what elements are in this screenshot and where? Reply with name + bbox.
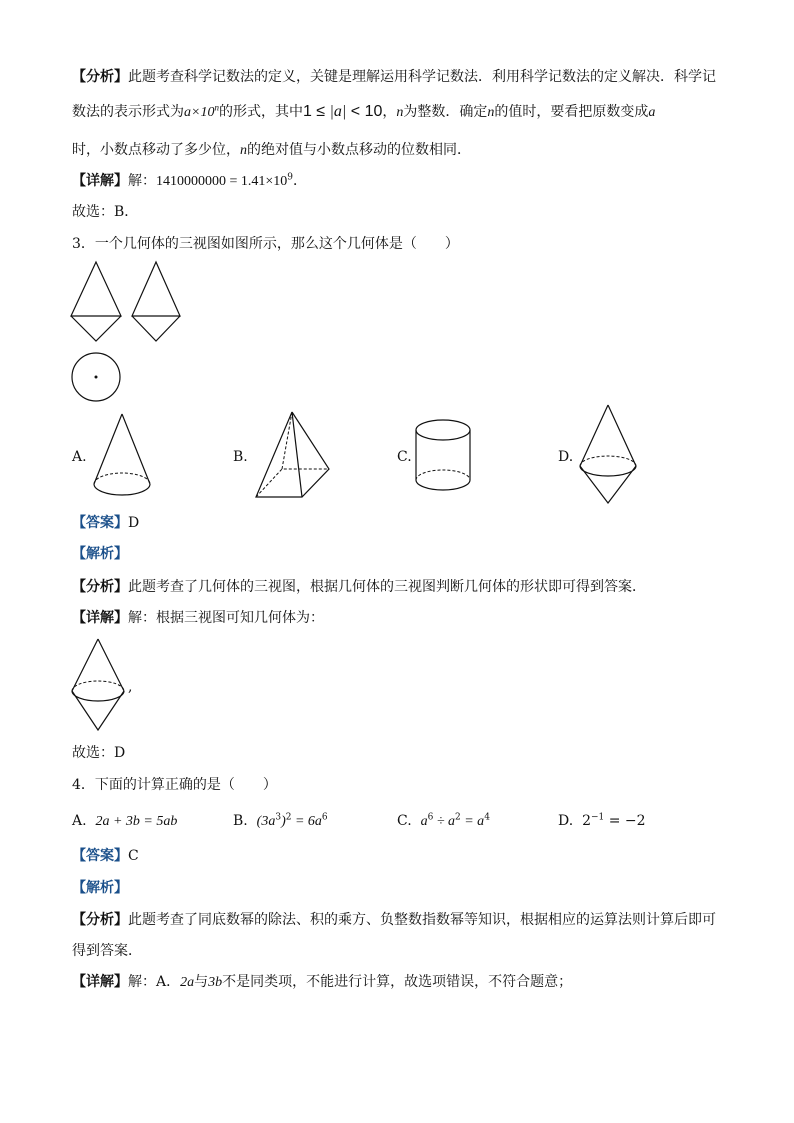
option-c-label[interactable]: C. xyxy=(397,449,412,465)
math-expr: 1410000000 = 1.41×10 xyxy=(156,174,288,189)
analysis-line-1 xyxy=(72,68,716,86)
math: a xyxy=(420,814,428,829)
text: 与 xyxy=(194,974,209,990)
front-view-figure xyxy=(70,260,130,350)
option-d-label: D. xyxy=(558,813,574,829)
option-d-label[interactable]: D. xyxy=(558,449,574,465)
detail-line xyxy=(72,172,307,191)
option-c[interactable] xyxy=(397,812,490,831)
math-exp: 2 xyxy=(285,812,292,823)
math-exp: 4 xyxy=(484,812,490,823)
answer-value: C xyxy=(128,848,139,864)
text: 时，小数点移动了多少位， xyxy=(72,142,240,158)
text: 的值时，要看把原数变成 xyxy=(494,104,649,120)
analysis-line-3 xyxy=(72,141,471,160)
double-cone-figure xyxy=(578,402,648,507)
math-var: a xyxy=(648,105,656,120)
math-exp: 2 xyxy=(455,812,461,823)
detail-tag: 【详解】 xyxy=(72,173,128,189)
detail-line xyxy=(72,973,572,992)
math: = 6a xyxy=(291,814,322,829)
text: 不是同类项，不能进行计算，故选项错误，不符合题意； xyxy=(222,974,573,990)
analysis-tag: 【分析】 xyxy=(72,912,128,928)
math: (3a xyxy=(256,814,276,829)
math-expr: a×10 xyxy=(184,105,215,120)
pyramid-figure xyxy=(252,410,342,505)
question-4-stem: 4．下面的计算正确的是（ ） xyxy=(72,777,277,793)
math: 2 xyxy=(582,813,592,829)
cone-figure xyxy=(90,412,160,502)
math-var: n xyxy=(487,105,495,120)
option-c-label: C. xyxy=(397,813,412,829)
choice-line: 故选：B． xyxy=(72,204,139,220)
math: = −2 xyxy=(604,813,646,829)
analysis-text: 此题考查科学记数法的定义，关键是理解运用科学记数法．利用科学记数法的定义解决．科学记 xyxy=(128,69,716,85)
answer-value: D xyxy=(128,515,140,531)
math-exp: n xyxy=(214,102,219,113)
detail-tag: 【详解】 xyxy=(72,974,128,990)
detail-tag: 【详解】 xyxy=(72,610,128,626)
detail-line xyxy=(72,609,324,627)
math-var: n xyxy=(396,105,404,120)
analysis-line-2: 得到答案． xyxy=(72,943,142,959)
text: 的绝对值与小数点移动的位数相同． xyxy=(247,142,471,158)
cylinder-figure xyxy=(414,418,484,498)
choice-line: 故选：D xyxy=(72,745,126,761)
detail-text: 解：根据三视图可知几何体为： xyxy=(128,610,324,626)
math-expr: 1 ≤ xyxy=(302,103,326,120)
text: ， xyxy=(382,104,397,120)
option-d[interactable] xyxy=(558,812,646,830)
math-exp: 3 xyxy=(275,812,282,823)
analysis-tag: 【分析】 xyxy=(72,69,128,85)
math: 2a xyxy=(180,975,195,990)
analysis-line-2 xyxy=(72,103,655,122)
option-b-label: B. xyxy=(233,813,248,829)
option-b-label[interactable]: B. xyxy=(233,449,248,465)
math-abs: |a| xyxy=(329,103,347,120)
text: 为整数．确定 xyxy=(403,104,488,120)
option-a-label[interactable]: A. xyxy=(72,449,87,465)
analysis-text: 此题考查了几何体的三视图，根据几何体的三视图判断几何体的形状即可得到答案． xyxy=(128,579,646,595)
math-expr: < 10 xyxy=(350,103,383,120)
text: 的形式，其中 xyxy=(218,104,303,120)
math: 3b xyxy=(208,975,223,990)
analysis-tag: 【分析】 xyxy=(72,579,128,595)
jiexi-tag: 【解析】 xyxy=(72,880,128,896)
top-view-figure xyxy=(70,352,130,412)
math: = a xyxy=(460,814,485,829)
jiexi-tag: 【解析】 xyxy=(72,546,128,562)
answer-line xyxy=(72,514,139,532)
comma: , xyxy=(128,679,133,695)
text: 解： xyxy=(128,173,156,189)
analysis-text: 此题考查了同底数幂的除法、积的乘方、负整数指数幂等知识，根据相应的运算法则计算后即可 xyxy=(128,912,716,928)
text: 数法的表示形式为 xyxy=(72,104,184,120)
math-exp: 6 xyxy=(427,812,434,823)
math-exp: 6 xyxy=(321,812,328,823)
text: ． xyxy=(293,173,308,189)
option-a[interactable] xyxy=(72,812,177,831)
side-view-figure xyxy=(130,260,190,350)
option-b[interactable] xyxy=(233,812,328,831)
option-a-label: A. xyxy=(72,813,87,829)
answer-tag: 【答案】 xyxy=(72,515,128,531)
answer-line xyxy=(72,847,139,865)
math: ÷ a xyxy=(433,814,455,829)
analysis-line xyxy=(72,578,646,596)
math-var: n xyxy=(240,143,247,158)
question-3-stem: 3．一个几何体的三视图如图所示，那么这个几何体是（ ） xyxy=(72,236,459,252)
text: 解：A． xyxy=(128,974,181,990)
option-a-expr: 2a + 3b = 5ab xyxy=(95,814,178,829)
analysis-line-1 xyxy=(72,911,716,929)
math: ) xyxy=(281,814,286,829)
answer-tag: 【答案】 xyxy=(72,848,128,864)
math-exp: 9 xyxy=(287,172,294,183)
math-exp: −1 xyxy=(591,812,605,823)
